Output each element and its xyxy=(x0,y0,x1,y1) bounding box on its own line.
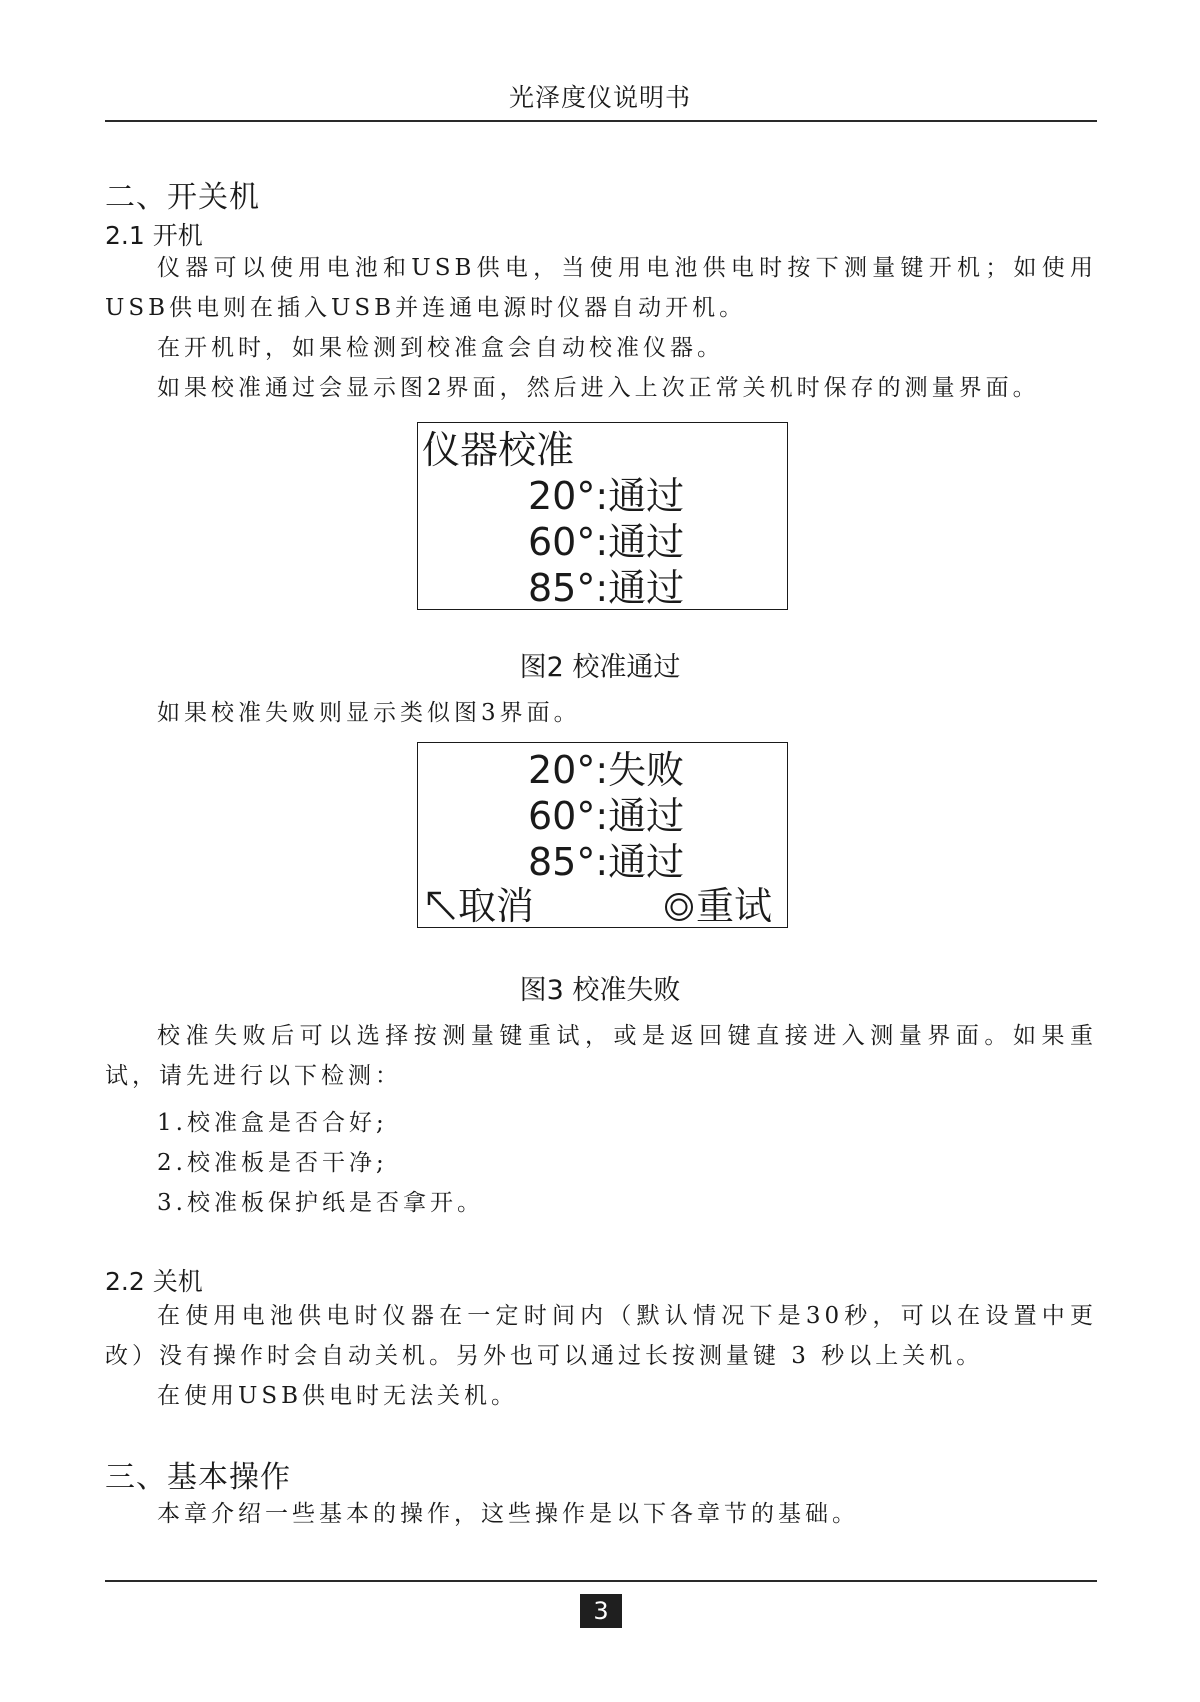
paragraph-calibration-fail: 如果校准失败则显示类似图3界面。 xyxy=(157,700,581,726)
section-2-heading: 二、开关机 xyxy=(105,180,260,215)
check-item: 2.校准板是否干净; xyxy=(157,1150,388,1176)
screen-row-60: 60°:通过 xyxy=(528,794,685,838)
screen-row-85: 85°:通过 xyxy=(528,566,685,610)
screen-title: 仪器校准 xyxy=(422,428,575,472)
retry-option xyxy=(662,883,772,929)
ok-circle-icon xyxy=(662,887,696,923)
retry-label: 重试 xyxy=(696,884,773,928)
screen-row-60: 60°:通过 xyxy=(528,520,685,564)
paragraph-auto-calibrate: 在开机时，如果检测到校准盒会自动校准仪器。 xyxy=(157,335,724,361)
figure-3-screen xyxy=(417,742,788,928)
check-item: 3.校准板保护纸是否拿开。 xyxy=(157,1190,484,1216)
figure-3-caption: 图3 校准失败 xyxy=(519,975,681,1006)
header-title: 光泽度仪说明书 xyxy=(508,83,691,112)
paragraph-calibration-pass: 如果校准通过会显示图2界面，然后进入上次正常关机时保存的测量界面。 xyxy=(157,375,1040,401)
section-3-heading: 三、基本操作 xyxy=(105,1460,291,1495)
cancel-label: 取消 xyxy=(458,884,535,928)
screen-row-20: 20°:通过 xyxy=(528,474,685,518)
figure-2-screen xyxy=(417,422,788,610)
cancel-option xyxy=(424,883,534,929)
check-item: 1.校准盒是否合好; xyxy=(157,1110,388,1136)
paragraph-power-off: 在使用电池供电时仪器在一定时间内（默认情况下是30秒，可以在设置中更改）没有操作时会自动关机。另外也可以通过长按测量键 3 秒以上关机。 xyxy=(105,1303,1097,1369)
figure-2-caption: 图2 校准通过 xyxy=(519,652,681,683)
page-number: 3 xyxy=(580,1594,622,1628)
paragraph-retry-checks: 校准失败后可以选择按测量键重试，或是返回键直接进入测量界面。如果重试，请先进行以下检测： xyxy=(105,1023,1097,1089)
back-arrow-icon xyxy=(424,887,458,923)
section-2-1-heading: 2.1 开机 xyxy=(105,221,203,250)
header-divider xyxy=(105,120,1097,122)
paragraph-power-on: 仪器可以使用电池和USB供电，当使用电池供电时按下测量键开机；如使用USB供电则在插入USB并连通电源时仪器自动开机。 xyxy=(105,255,1097,321)
section-2-2-heading: 2.2 关机 xyxy=(105,1267,203,1296)
screen-row-20: 20°:失败 xyxy=(528,748,685,792)
paragraph-basic-ops: 本章介绍一些基本的操作，这些操作是以下各章节的基础。 xyxy=(157,1501,859,1527)
screen-row-85: 85°:通过 xyxy=(528,840,685,884)
footer-divider xyxy=(105,1580,1097,1582)
paragraph-usb-no-off: 在使用USB供电时无法关机。 xyxy=(157,1383,519,1409)
